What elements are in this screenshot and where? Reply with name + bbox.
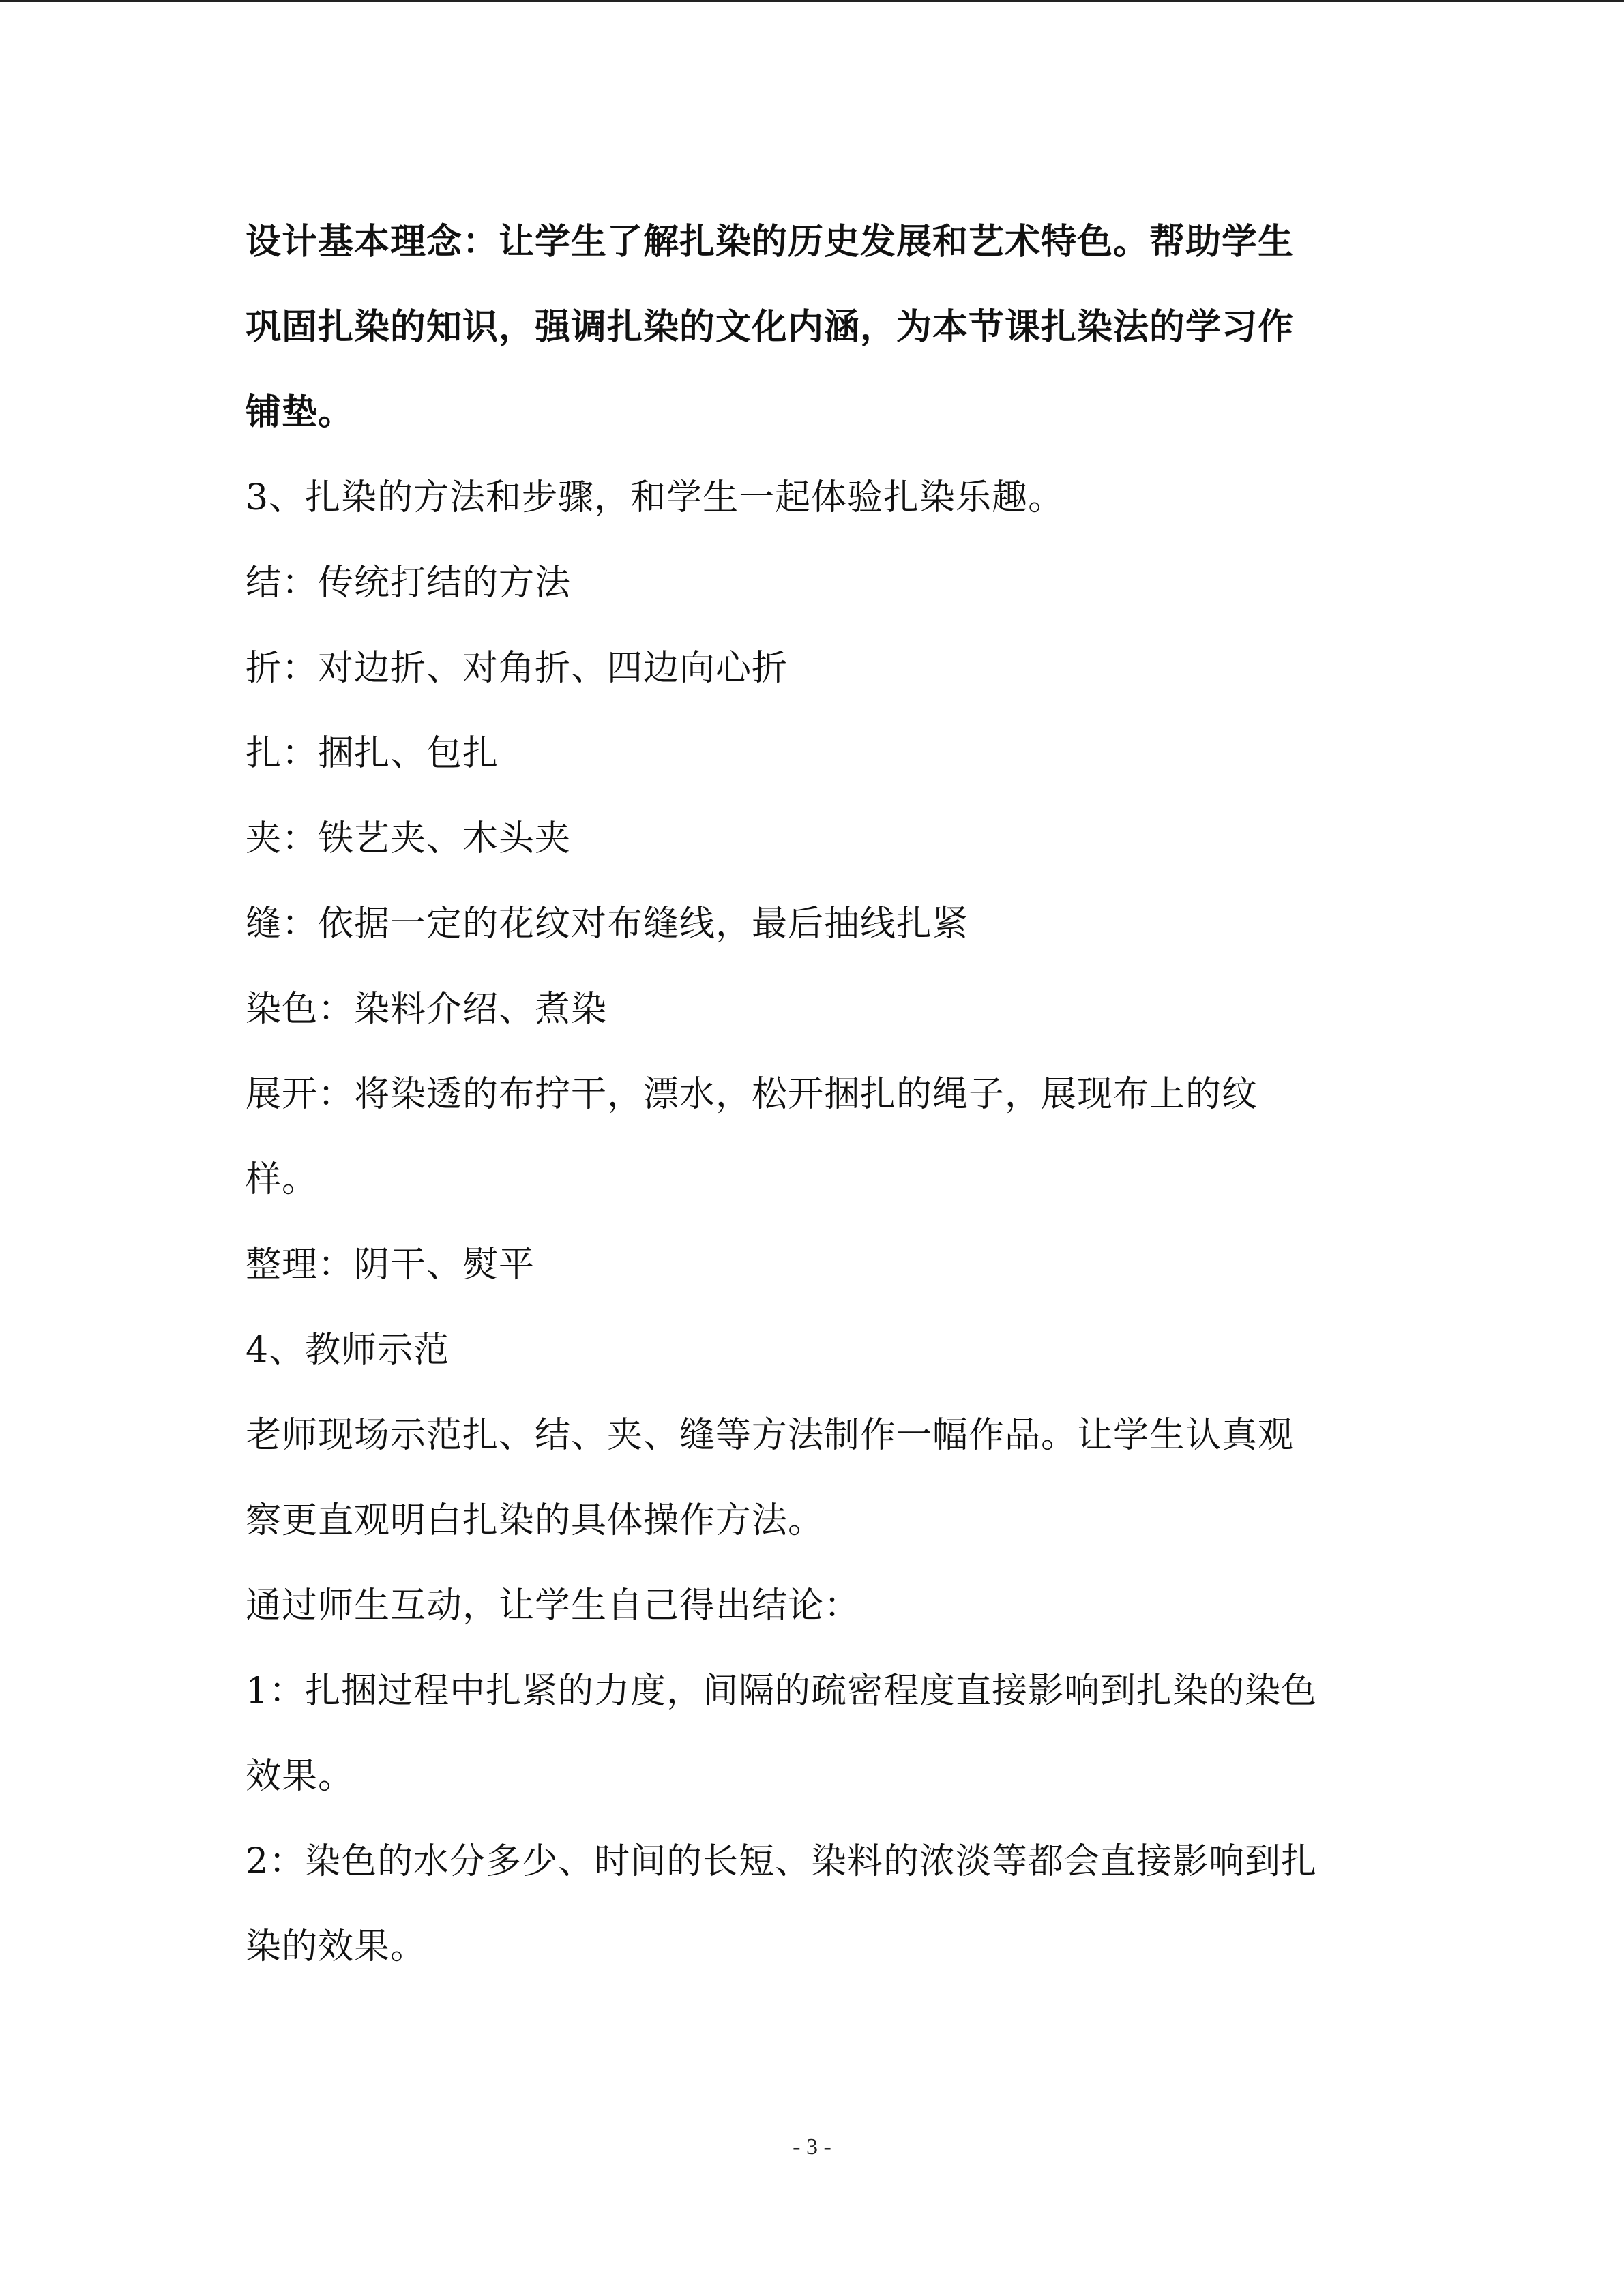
conclusion-2-line-1: 2：染色的水分多少、时间的长短、染料的浓淡等都会直接影响到扎	[246, 1841, 1318, 1882]
method-knot: 结：传统打结的方法	[246, 563, 572, 603]
method-unfold-line-2: 样。	[246, 1159, 319, 1200]
conclusion-1-line-1: 1：扎捆过程中扎紧的力度，间隔的疏密程度直接影响到扎染的染色	[246, 1671, 1318, 1712]
method-clip: 夹：铁艺夹、木头夹	[246, 818, 572, 859]
page-number: - 3 -	[793, 2134, 831, 2160]
demo-paragraph-line-1: 老师现场示范扎、结、夹、缝等方法制作一幅作品。让学生认真观	[246, 1415, 1295, 1456]
interaction-intro: 通过师生互动，让学生自己得出结论：	[246, 1585, 861, 1626]
method-dye: 染色：染料介绍、煮染	[246, 989, 608, 1030]
method-unfold-line-1: 展开：将染透的布拧干，漂水，松开捆扎的绳子，展现布上的纹	[246, 1074, 1258, 1115]
method-tie: 扎：捆扎、包扎	[246, 733, 499, 774]
conclusion-1-line-2: 效果。	[246, 1756, 355, 1797]
method-sew: 缝：依据一定的花纹对布缝线，最后抽线扎紧	[246, 904, 969, 944]
conclusion-2-line-2: 染的效果。	[246, 1926, 427, 1967]
section-4-heading: 4、教师示范	[246, 1330, 450, 1371]
design-concept-line-1: 设计基本理念：让学生了解扎染的历史发展和艺术特色。帮助学生	[246, 221, 1295, 263]
demo-paragraph-line-2: 察更直观明白扎染的具体操作方法。	[246, 1500, 825, 1541]
design-concept-line-2: 巩固扎染的知识，强调扎染的文化内涵，为本节课扎染法的学习作	[246, 306, 1295, 348]
top-border-rule	[0, 0, 1624, 2]
method-finish: 整理：阴干、熨平	[246, 1244, 535, 1285]
method-fold: 折：对边折、对角折、四边向心折	[246, 648, 788, 689]
section-3-heading: 3、扎染的方法和步骤，和学生一起体验扎染乐趣。	[246, 477, 1065, 518]
document-body	[246, 205, 1378, 1995]
design-concept-line-3: 铺垫。	[246, 391, 355, 433]
